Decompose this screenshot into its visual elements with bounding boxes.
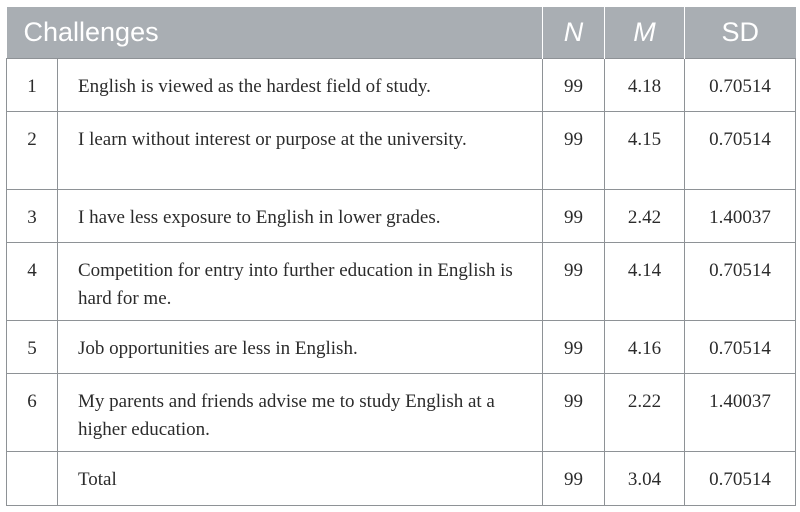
n-value: 99 (543, 452, 605, 506)
challenges-table (6, 7, 796, 506)
m-value: 4.18 (605, 59, 685, 112)
header-row (7, 7, 796, 59)
n-value: 99 (543, 190, 605, 243)
n-value: 99 (543, 321, 605, 374)
sd-value: 0.70514 (685, 243, 796, 321)
m-value: 4.15 (605, 112, 685, 190)
table-header (7, 7, 796, 59)
table-row (7, 190, 796, 243)
n-value: 99 (543, 112, 605, 190)
total-row (7, 452, 796, 506)
header-n: N (543, 7, 605, 59)
table-row (7, 59, 796, 112)
table-row (7, 321, 796, 374)
challenges-table-container (6, 7, 795, 506)
sd-value: 0.70514 (685, 59, 796, 112)
row-number: 3 (7, 190, 58, 243)
table-row (7, 374, 796, 452)
challenge-text: My parents and friends advise me to study English at a higher education. (58, 374, 543, 452)
challenge-text: Job opportunities are less in English. (58, 321, 543, 374)
m-value: 2.42 (605, 190, 685, 243)
total-label: Total (58, 452, 543, 506)
table-row (7, 243, 796, 321)
m-value: 4.16 (605, 321, 685, 374)
challenge-text: English is viewed as the hardest field of study. (58, 59, 543, 112)
header-sd: SD (685, 7, 796, 59)
row-number: 4 (7, 243, 58, 321)
sd-value: 1.40037 (685, 374, 796, 452)
table-body (7, 59, 796, 506)
row-number: 1 (7, 59, 58, 112)
row-number: 2 (7, 112, 58, 190)
row-number: 6 (7, 374, 58, 452)
header-challenges: Challenges (7, 7, 543, 59)
challenge-text: Competition for entry into further education in English is hard for me. (58, 243, 543, 321)
challenge-text: I have less exposure to English in lower grades. (58, 190, 543, 243)
row-number: 5 (7, 321, 58, 374)
sd-value: 1.40037 (685, 190, 796, 243)
sd-value: 0.70514 (685, 452, 796, 506)
challenge-text: I learn without interest or purpose at the university. (58, 112, 543, 190)
m-value: 4.14 (605, 243, 685, 321)
m-value: 2.22 (605, 374, 685, 452)
header-m: M (605, 7, 685, 59)
n-value: 99 (543, 374, 605, 452)
n-value: 99 (543, 59, 605, 112)
n-value: 99 (543, 243, 605, 321)
table-row (7, 112, 796, 190)
sd-value: 0.70514 (685, 321, 796, 374)
row-number (7, 452, 58, 506)
sd-value: 0.70514 (685, 112, 796, 190)
m-value: 3.04 (605, 452, 685, 506)
